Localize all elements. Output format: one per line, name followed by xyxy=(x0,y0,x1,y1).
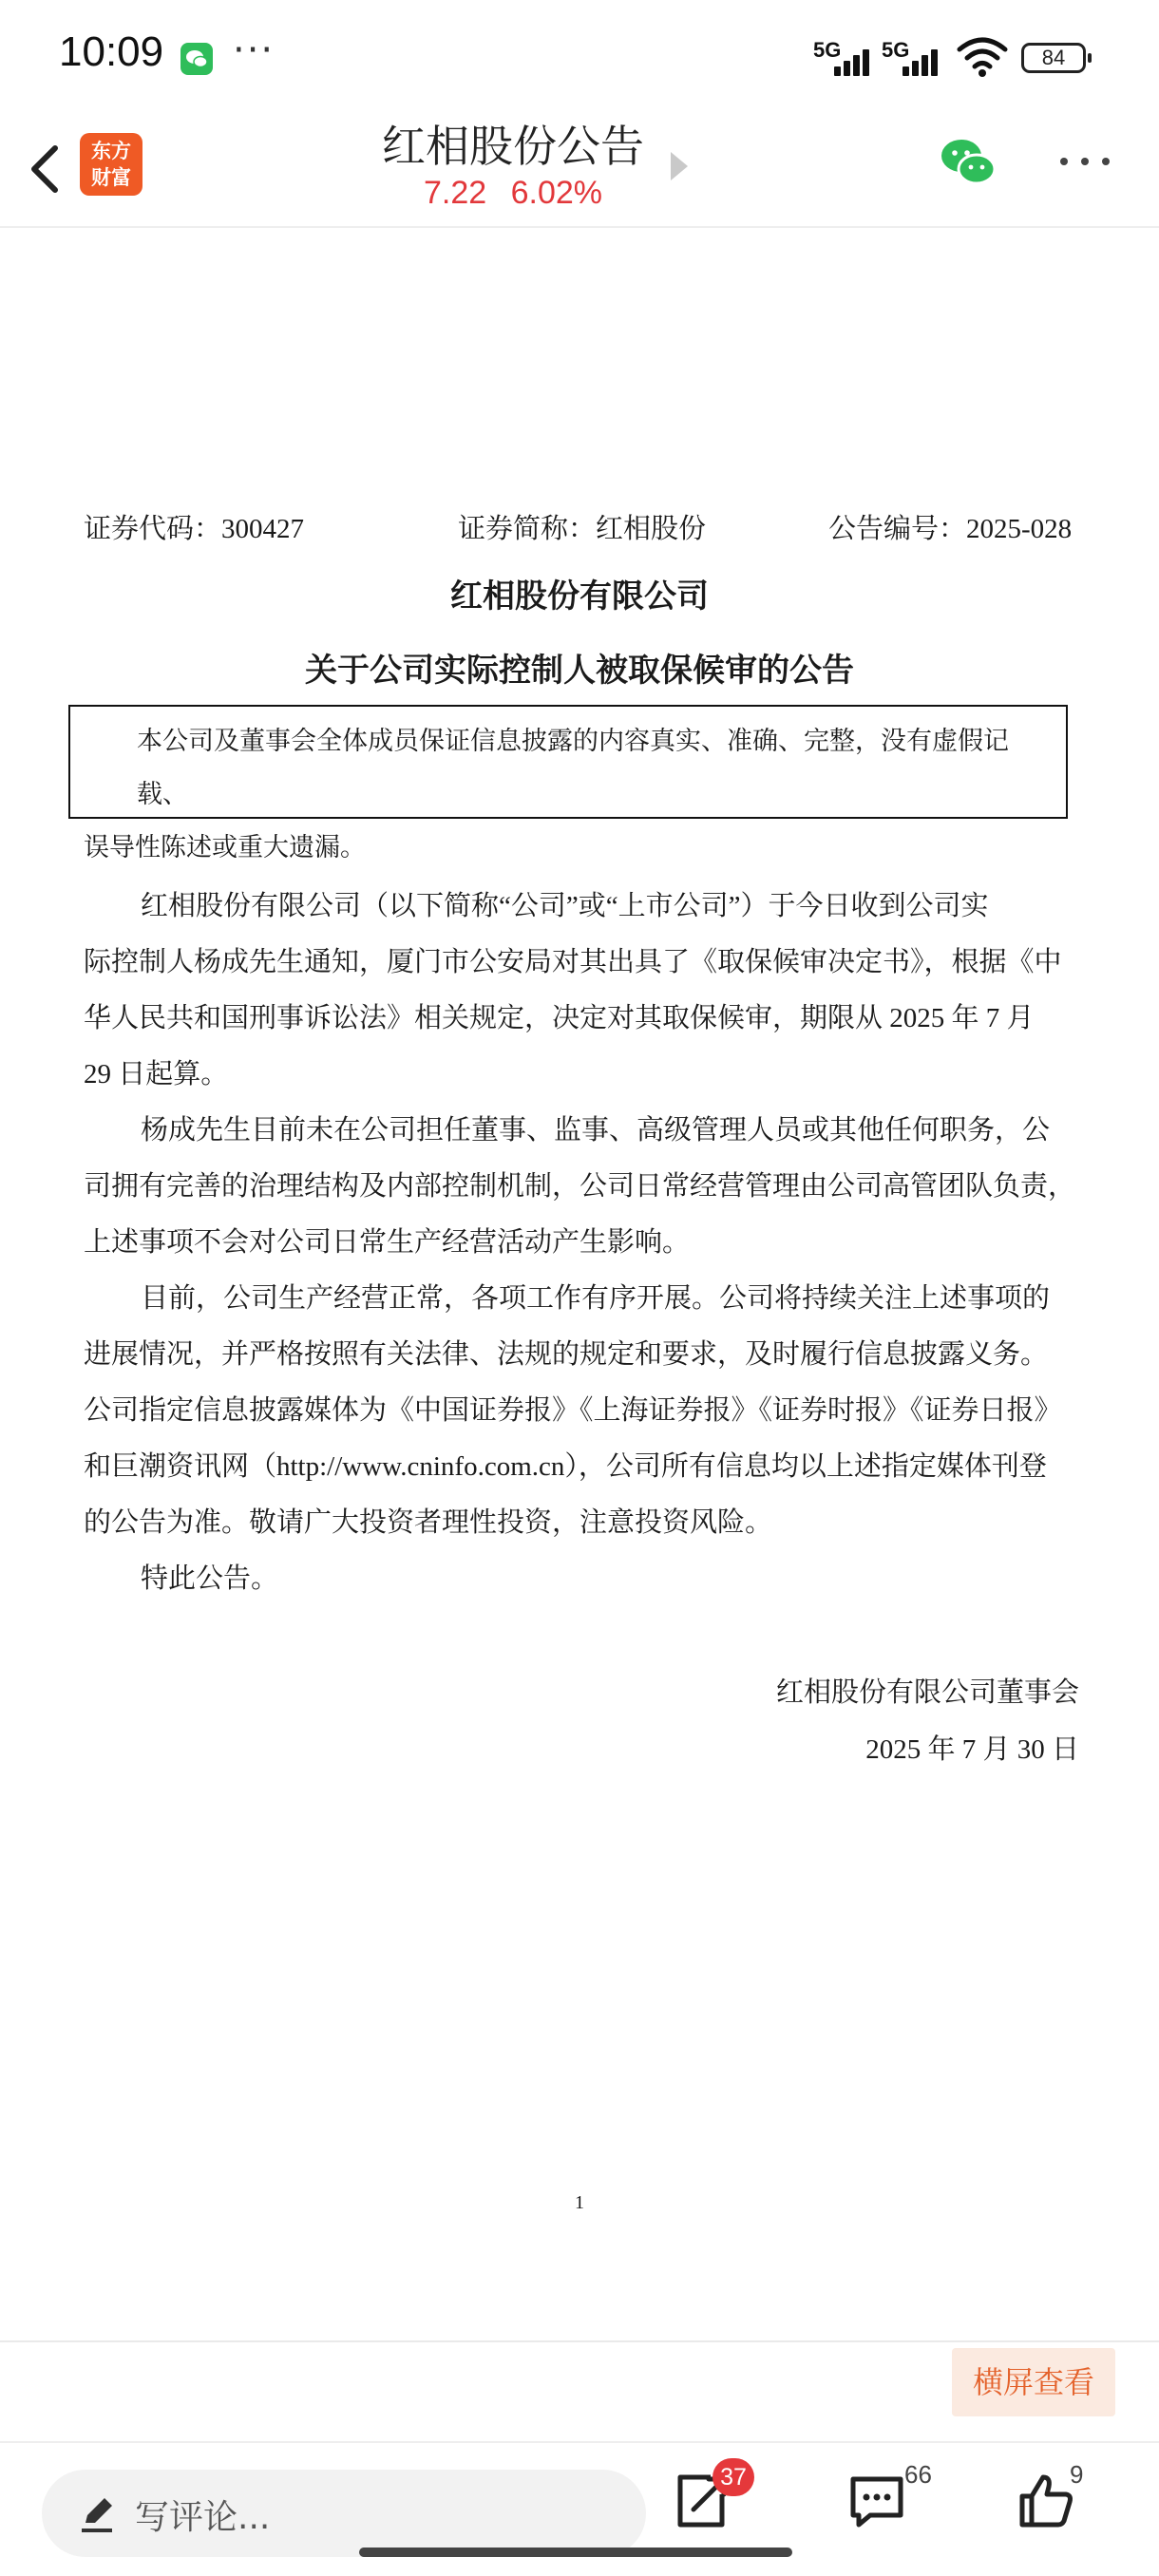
signal-label: 5G xyxy=(882,38,910,62)
divider xyxy=(0,2340,1159,2342)
announcement-title: 关于公司实际控制人被取保候审的公告 xyxy=(305,653,854,689)
text-line: 际控制人杨成先生通知，厦门市公安局对其出具了《取保候审决定书》，根据《中 xyxy=(84,947,1062,977)
status-time: 10:09 xyxy=(59,28,164,75)
text-line: 司拥有完善的治理结构及内部控制机制，公司日常经营管理由公司高管团队负责， xyxy=(84,1171,1076,1202)
stock-price: 7.22 xyxy=(423,175,487,211)
more-icon[interactable] xyxy=(1056,152,1113,171)
announcement-document xyxy=(0,230,1159,2340)
company-name: 红相股份有限公司 xyxy=(450,579,709,615)
chevron-right-icon[interactable] xyxy=(671,152,688,180)
signature-block xyxy=(776,1664,1079,1778)
statement-line: 本公司及董事会全体成员保证信息披露的内容真实、准确、完整，没有虚假记载、 xyxy=(137,727,1009,808)
paragraph-2 xyxy=(84,1103,1081,1271)
text-line: 目前，公司生产经营正常，各项工作有序开展。公司将持续关注上述事项的 xyxy=(141,1283,1051,1314)
comment-icon xyxy=(847,2472,906,2530)
page-number: 1 xyxy=(575,2192,584,2213)
stock-short-name: 证券简称：红相股份 xyxy=(458,514,707,544)
share-badge: 37 xyxy=(712,2458,754,2496)
logo-line: 东方 xyxy=(91,140,131,162)
text-line: 29 日起算。 xyxy=(84,1059,229,1089)
like-button[interactable] xyxy=(1016,2460,1084,2538)
app-header xyxy=(0,114,1159,228)
battery-icon xyxy=(1021,43,1086,73)
logo-line: 财富 xyxy=(91,166,131,189)
text-line: 华人民共和国刑事诉讼法》相关规定，决定对其取保候审，期限从 2025 年 7 月 xyxy=(84,1003,1035,1033)
text-line: 红相股份有限公司（以下简称“公司”或“上市公司”）于今日收到公司实 xyxy=(141,891,989,921)
page-title: 红相股份公告 xyxy=(382,121,644,172)
share-button[interactable] xyxy=(673,2464,747,2538)
paragraph-3 xyxy=(84,1271,1081,1607)
signer: 红相股份有限公司董事会 xyxy=(775,1677,1079,1708)
signal-label: 5G xyxy=(813,38,842,62)
battery-level: 84 xyxy=(1041,46,1066,69)
like-icon xyxy=(1016,2472,1075,2530)
back-icon[interactable] xyxy=(19,133,72,203)
status-more-icon: ··· xyxy=(233,28,276,72)
signature-date: 2025 年 7 月 30 日 xyxy=(865,1734,1079,1765)
text-line: 的公告为准。敬请广大投资者理性投资，注意投资风险。 xyxy=(84,1507,773,1538)
notice-number: 公告编号：2025-028 xyxy=(828,514,1073,544)
wechat-notification-icon xyxy=(180,43,213,75)
comment-input[interactable] xyxy=(42,2470,646,2557)
text-line: 进展情况，并严格按照有关法律、法规的规定和要求，及时履行信息披露义务。 xyxy=(84,1339,1049,1370)
home-indicator[interactable] xyxy=(359,2548,792,2557)
statement-line: 误导性陈述或重大遗漏。 xyxy=(84,833,366,862)
closing-line: 特此公告。 xyxy=(141,1563,279,1594)
pen-icon xyxy=(76,2492,118,2534)
comment-count: 66 xyxy=(904,2460,932,2489)
like-count: 9 xyxy=(1070,2460,1084,2489)
stock-code: 证券代码：300427 xyxy=(84,514,305,544)
status-bar xyxy=(0,0,1159,114)
text-line: 上述事项不会对公司日常生产经营活动产生影响。 xyxy=(84,1227,691,1258)
text-line: 杨成先生目前未在公司担任董事、监事、高级管理人员或其他任何职务，公 xyxy=(141,1115,1051,1146)
paragraph-1 xyxy=(84,879,1081,1103)
landscape-view-button[interactable]: 横屏查看 xyxy=(952,2348,1115,2416)
app-logo xyxy=(80,133,142,196)
text-line: 和巨潮资讯网（http://www.cninfo.com.cn），公司所有信息均以上述指定媒体刊登 xyxy=(84,1451,1047,1482)
stock-change-pct: 6.02% xyxy=(510,175,603,211)
comment-button[interactable] xyxy=(847,2460,932,2538)
text-line: 公司指定信息披露媒体为《中国证券报》《上海证券报》《证券时报》《证券日报》 xyxy=(84,1395,1062,1426)
statement-box xyxy=(68,705,1068,862)
wechat-icon[interactable] xyxy=(936,131,998,194)
wifi-icon xyxy=(956,36,1009,78)
comment-placeholder: 写评论... xyxy=(135,2498,271,2537)
